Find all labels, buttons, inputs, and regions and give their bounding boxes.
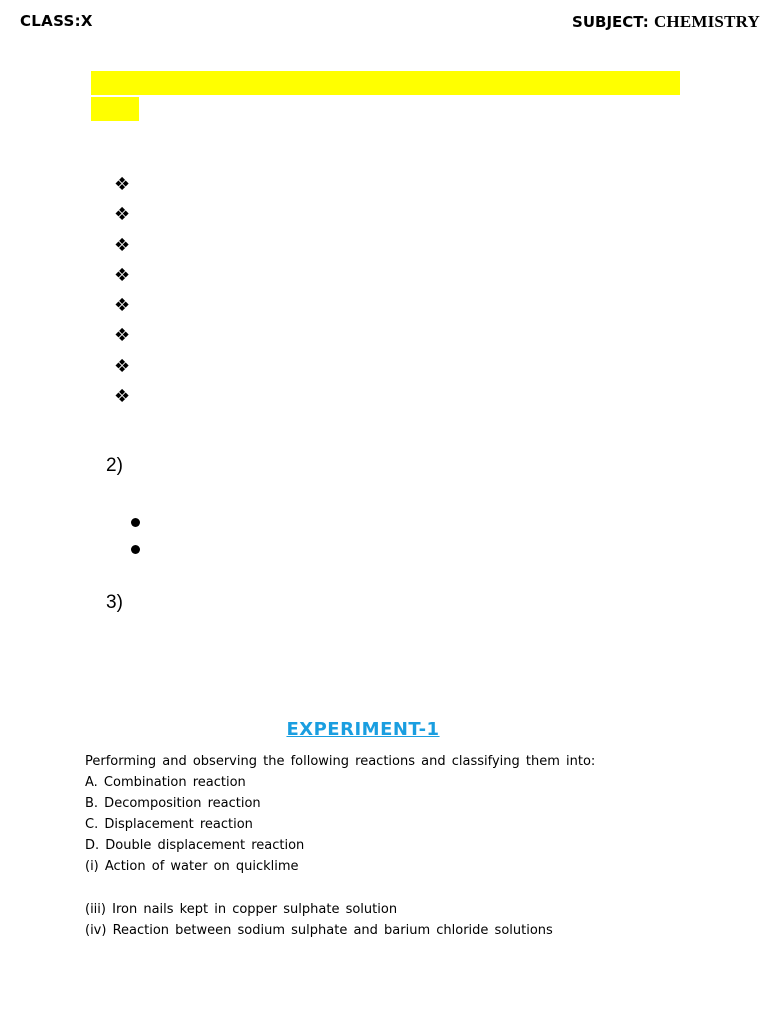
diamond-bullet-icon: ❖ bbox=[114, 204, 131, 225]
subject-label: SUBJECT: bbox=[572, 13, 649, 31]
subject-value: CHEMISTRY bbox=[653, 12, 760, 31]
list-item: (iii) Iron nails kept in copper sulphate solution bbox=[85, 902, 398, 917]
experiment-title: EXPERIMENT-1 bbox=[286, 719, 440, 740]
circle-bullet-icon bbox=[131, 545, 140, 554]
diamond-bullet-icon: ❖ bbox=[114, 325, 131, 346]
experiment-intro: Performing and observing the following reactions and classifying them into: bbox=[85, 754, 596, 769]
list-item: A. Combination reaction bbox=[85, 775, 246, 790]
highlight-bar-2 bbox=[91, 97, 139, 121]
class-label: CLASS:X bbox=[20, 12, 93, 30]
diamond-bullet-icon: ❖ bbox=[114, 356, 131, 377]
list-item: C. Displacement reaction bbox=[85, 817, 253, 832]
item-number-3: 3) bbox=[106, 592, 123, 613]
circle-bullet-icon bbox=[131, 518, 140, 527]
diamond-bullet-icon: ❖ bbox=[114, 174, 131, 195]
diamond-bullet-icon: ❖ bbox=[114, 295, 131, 316]
item-number-2: 2) bbox=[106, 455, 123, 476]
list-item: D. Double displacement reaction bbox=[85, 838, 305, 853]
diamond-bullet-icon: ❖ bbox=[114, 235, 131, 256]
subject-header bbox=[572, 12, 760, 32]
highlight-bar-1 bbox=[91, 71, 680, 95]
diamond-bullet-icon: ❖ bbox=[114, 386, 131, 407]
list-item: B. Decomposition reaction bbox=[85, 796, 261, 811]
diamond-bullet-icon: ❖ bbox=[114, 265, 131, 286]
list-item: (i) Action of water on quicklime bbox=[85, 859, 299, 874]
list-item: (iv) Reaction between sodium sulphate and barium chloride solutions bbox=[85, 923, 553, 938]
